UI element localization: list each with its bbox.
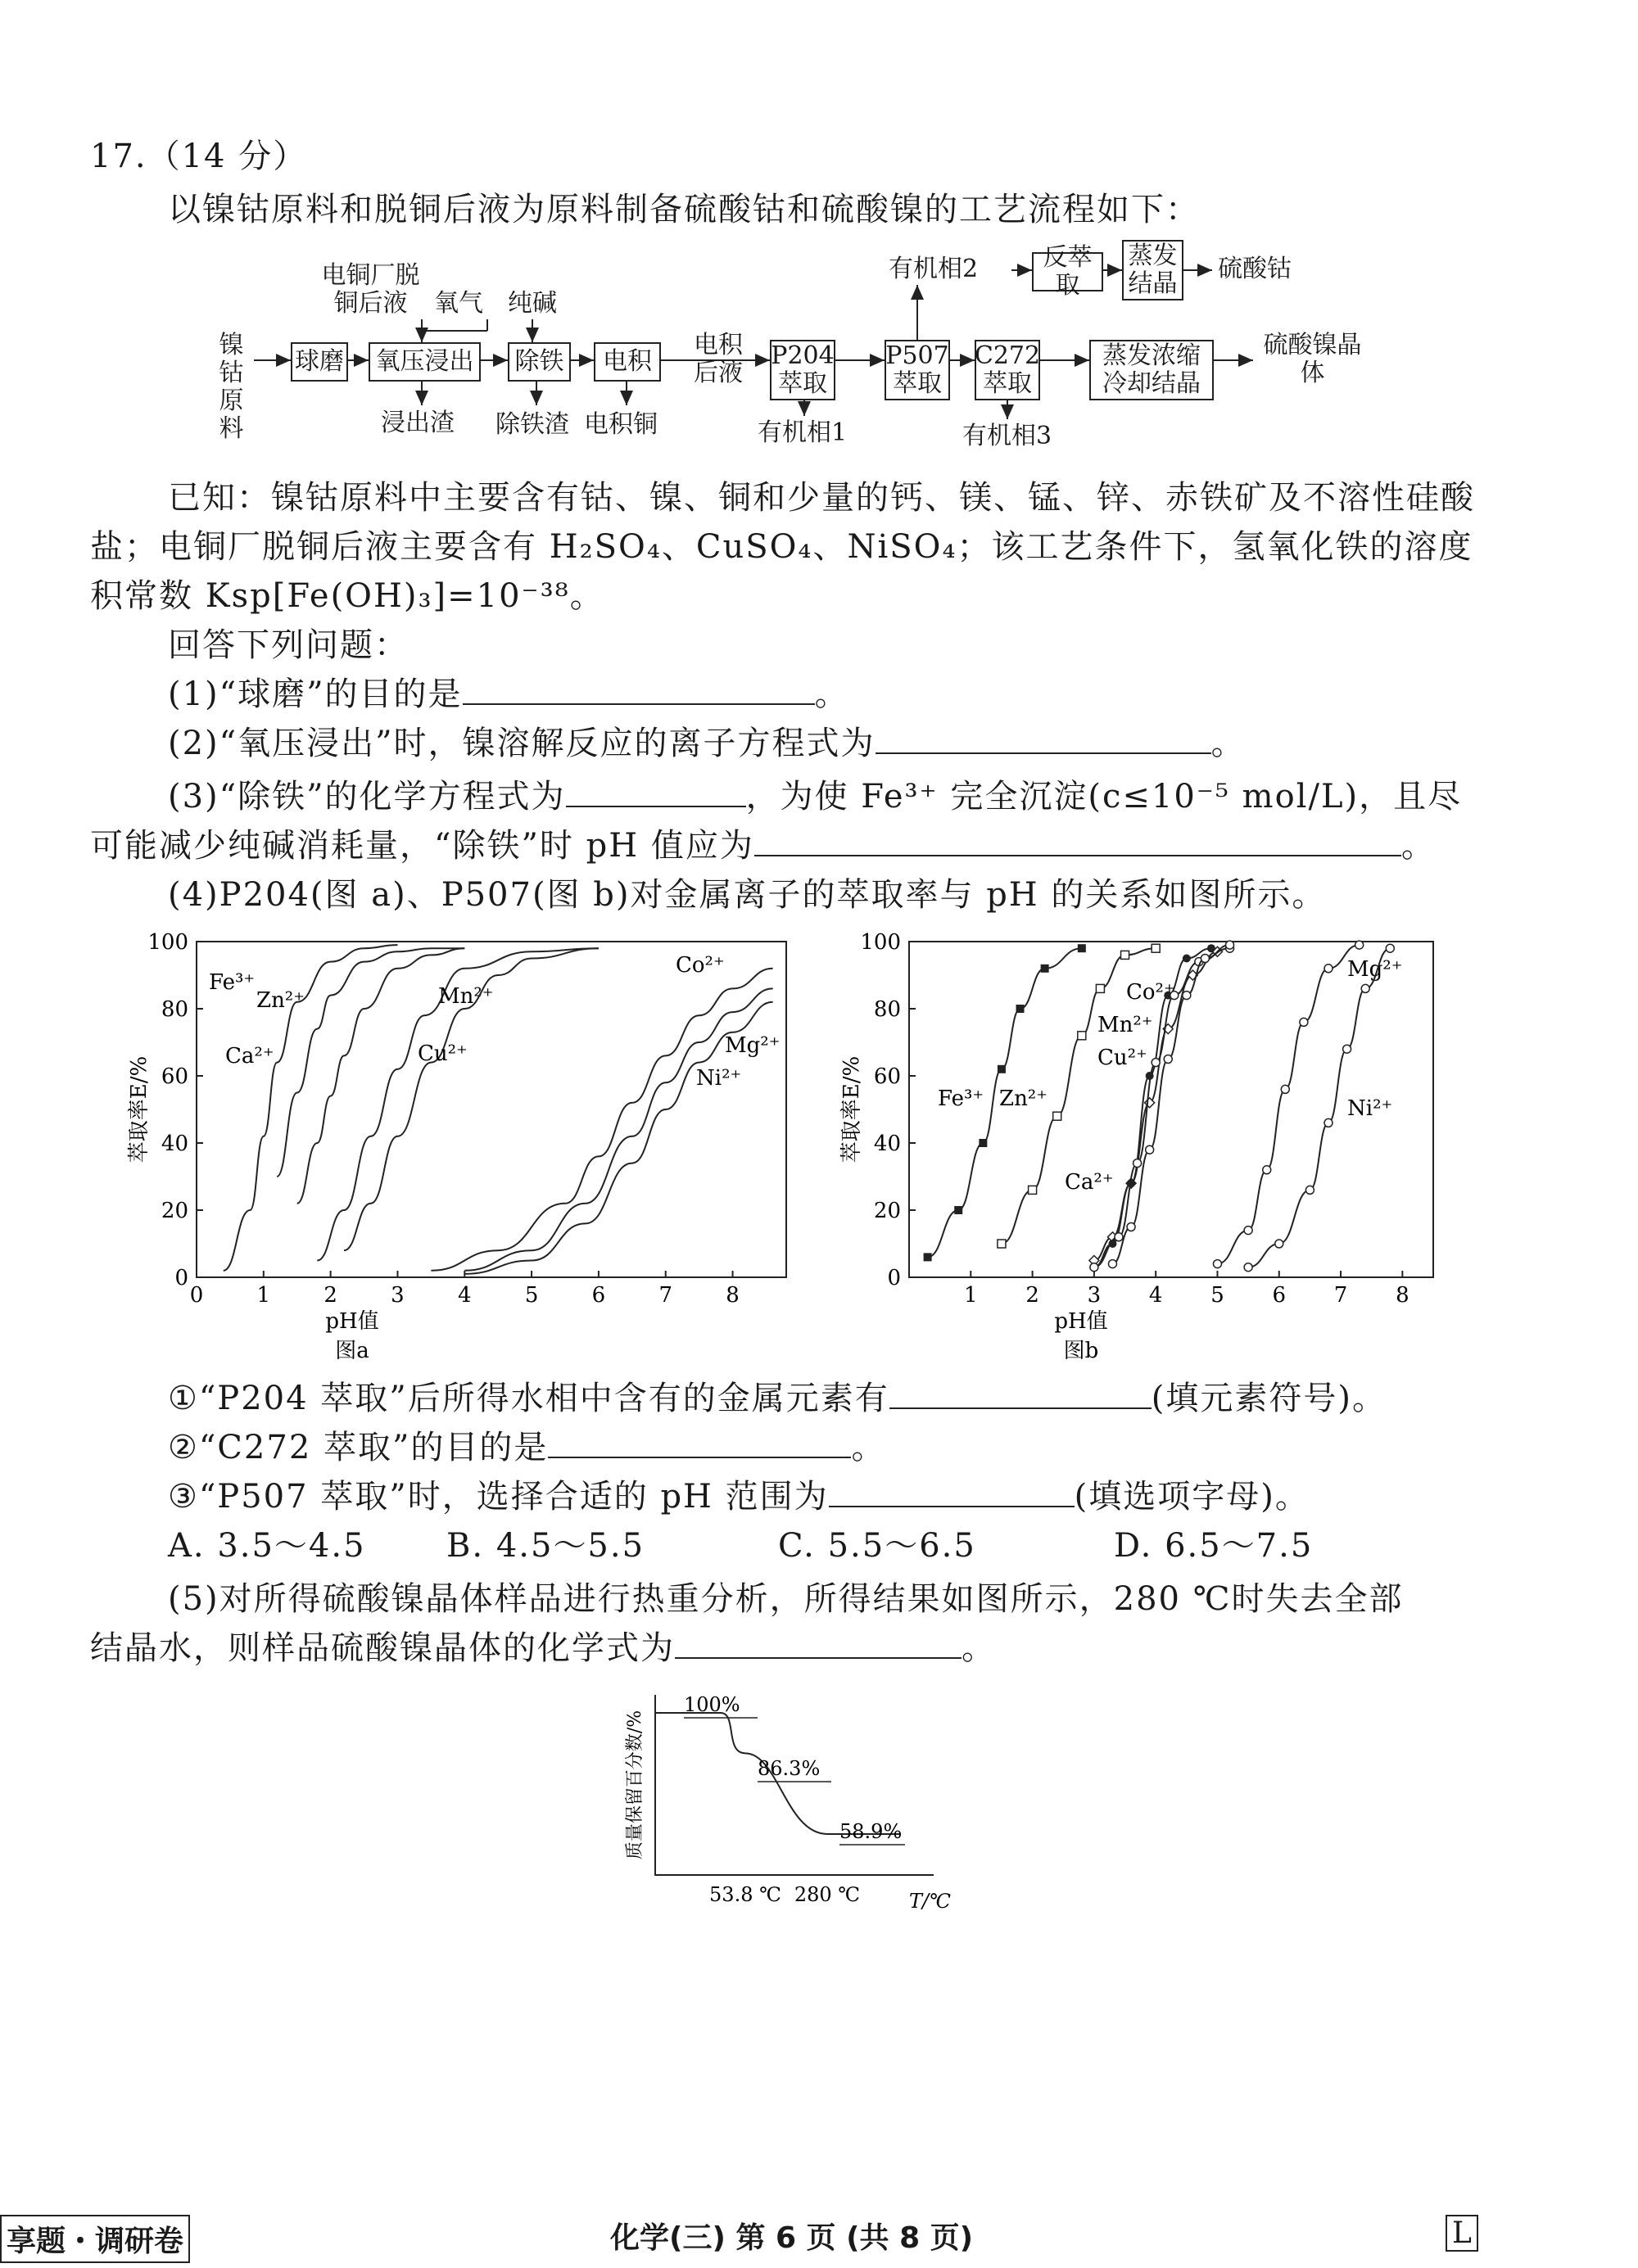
option-d[interactable]: D. 6.5～7.5 bbox=[1114, 1527, 1314, 1565]
axes bbox=[655, 1695, 934, 1875]
tga-x-label: T/℃ bbox=[909, 1890, 951, 1913]
x-tick-label: 2 bbox=[1025, 1283, 1039, 1308]
back-extract-box: 反萃取 bbox=[1032, 252, 1103, 291]
x-tick-label: 8 bbox=[1396, 1283, 1409, 1308]
evap-cool-box: 蒸发浓缩冷却结晶 bbox=[1089, 340, 1214, 400]
data-point bbox=[1115, 1233, 1123, 1241]
data-point bbox=[979, 1139, 987, 1147]
y-tick-label: 80 bbox=[161, 997, 188, 1022]
q4-sub3-blank[interactable] bbox=[829, 1476, 1075, 1507]
q2 bbox=[168, 721, 1246, 766]
series-label: Mg²⁺ bbox=[1347, 957, 1403, 982]
series-label: Mn²⁺ bbox=[438, 984, 494, 1009]
option-b[interactable]: B. 4.5～5.5 bbox=[446, 1527, 645, 1565]
data-point bbox=[1127, 1223, 1135, 1231]
data-point bbox=[1090, 1263, 1098, 1272]
x-tick-label: 3 bbox=[1087, 1283, 1102, 1308]
series-label: Ni²⁺ bbox=[696, 1066, 742, 1091]
q3-ph-blank[interactable] bbox=[754, 825, 1401, 856]
electro-copper-label: 电积铜 bbox=[584, 410, 658, 439]
x-tick-label: 7 bbox=[1333, 1283, 1348, 1308]
data-point bbox=[1300, 1018, 1308, 1026]
q4-sub1 bbox=[168, 1376, 1387, 1421]
data-point bbox=[1183, 955, 1191, 963]
data-point bbox=[1152, 1059, 1160, 1067]
series-label: Fe³⁺ bbox=[938, 1087, 984, 1111]
x-tick-label: 1 bbox=[256, 1283, 271, 1308]
data-point bbox=[1041, 965, 1049, 973]
known-line1: 已知：镍钴原料中主要含有钴、镍、铜和少量的钙、镁、锰、锌、赤铁矿及不溶性硅酸 bbox=[168, 479, 1475, 517]
chart-b bbox=[827, 925, 1474, 1384]
q4-sub3-text: ③“P507 萃取”时，选择合适的 pH 范围为 bbox=[168, 1478, 829, 1516]
data-point bbox=[1152, 944, 1160, 952]
q3-line1 bbox=[168, 774, 1462, 820]
series-label: Fe³⁺ bbox=[209, 970, 256, 995]
y-tick-label: 20 bbox=[161, 1199, 188, 1223]
data-point bbox=[1275, 1240, 1283, 1248]
data-point bbox=[1281, 1085, 1289, 1093]
data-point bbox=[1324, 965, 1333, 973]
chart-caption: 图a bbox=[335, 1339, 369, 1363]
data-point bbox=[1029, 1186, 1037, 1194]
footer-page: 化学(三) 第 6 页 (共 8 页) bbox=[610, 2221, 974, 2255]
data-point bbox=[1324, 1118, 1333, 1127]
known-line3: 积常数 Ksp[Fe(OH)₃]=10⁻³⁸。 bbox=[90, 577, 604, 615]
soda-input: 纯碱 bbox=[508, 289, 557, 318]
y-tick-label: 60 bbox=[873, 1064, 901, 1089]
ball-mill-box: 球磨 bbox=[291, 342, 348, 382]
series-label: Co²⁺ bbox=[676, 953, 725, 978]
q4-sub1-end: (填元素符号)。 bbox=[1151, 1380, 1387, 1417]
option-c[interactable]: C. 5.5～6.5 bbox=[778, 1527, 976, 1565]
q4-sub1-blank[interactable] bbox=[889, 1378, 1152, 1409]
question-intro: 以镍钴原料和脱铜后液为原料制备硫酸钴和硫酸镍的工艺流程如下： bbox=[168, 191, 1200, 228]
y-axis-label: 萃取率E/% bbox=[839, 1055, 864, 1163]
y-tick-label: 60 bbox=[161, 1064, 188, 1089]
data-point bbox=[998, 1240, 1006, 1248]
organic3-label: 有机相3 bbox=[962, 422, 1052, 450]
data-point bbox=[954, 1206, 962, 1214]
oxygen-input: 氧气 bbox=[434, 289, 483, 318]
q1 bbox=[168, 671, 849, 717]
q2-answer-blank[interactable] bbox=[876, 723, 1211, 754]
chart-caption: 图b bbox=[1063, 1339, 1099, 1363]
series-label: Mg²⁺ bbox=[725, 1033, 781, 1058]
data-point bbox=[1207, 944, 1215, 952]
x-tick-label: 5 bbox=[524, 1283, 539, 1308]
q5-formula-blank[interactable] bbox=[675, 1628, 962, 1659]
q5-line1: (5)对所得硫酸镍晶体样品进行热重分析，所得结果如图所示，280 ℃时失去全部 bbox=[168, 1580, 1404, 1618]
q3-text2: 可能减少纯碱消耗量，“除铁”时 pH 值应为 bbox=[90, 827, 754, 865]
data-point bbox=[1355, 941, 1364, 949]
tga-annotation-100: 100% bbox=[684, 1693, 740, 1716]
answer-intro: 回答下列问题： bbox=[168, 626, 409, 664]
evap-cryst-box: 蒸发结晶 bbox=[1122, 240, 1183, 300]
q4-sub3 bbox=[168, 1474, 1310, 1520]
data-point bbox=[1343, 1045, 1351, 1053]
x-tick-label: 1 bbox=[964, 1283, 978, 1308]
series-label: Zn²⁺ bbox=[256, 988, 305, 1013]
series-label: Zn²⁺ bbox=[999, 1087, 1048, 1111]
data-point bbox=[1053, 1112, 1061, 1120]
q4-sub2 bbox=[168, 1425, 885, 1471]
x-tick-label: 8 bbox=[726, 1283, 740, 1308]
iron-residue-label: 除铁渣 bbox=[495, 410, 569, 439]
series-curve bbox=[464, 988, 772, 1270]
known-line2: 盐；电铜厂脱铜后液主要含有 H₂SO₄、CuSO₄、NiSO₄；该工艺条件下，氢氧化铁的溶度 bbox=[90, 528, 1473, 566]
data-point bbox=[1078, 1032, 1086, 1040]
series-label: Cu²⁺ bbox=[418, 1041, 468, 1066]
y-tick-label: 20 bbox=[873, 1199, 901, 1223]
data-point bbox=[1146, 1145, 1154, 1154]
p204-box: P204萃取 bbox=[770, 340, 835, 400]
tga-annotation-863: 86.3% bbox=[758, 1757, 821, 1780]
y-axis-label: 萃取率E/% bbox=[127, 1055, 152, 1163]
tga-y-label: 质量保留百分数/% bbox=[625, 1710, 645, 1860]
data-point bbox=[1263, 1166, 1271, 1174]
q4-sub3-end: (填选项字母)。 bbox=[1074, 1478, 1310, 1516]
y-tick-label: 100 bbox=[147, 930, 188, 955]
q3-end: 。 bbox=[1400, 827, 1436, 865]
q3-equation-blank[interactable] bbox=[566, 776, 746, 807]
oxygen-leach-box: 氧压浸出 bbox=[369, 342, 481, 382]
q3-text: (3)“除铁”的化学方程式为 bbox=[168, 778, 566, 815]
data-point bbox=[1361, 984, 1369, 992]
q4-sub2-end: 。 bbox=[851, 1429, 886, 1466]
data-point bbox=[1305, 1186, 1314, 1194]
p507-box: P507萃取 bbox=[885, 340, 950, 400]
series-label: Mn²⁺ bbox=[1097, 1013, 1153, 1037]
tga-annotation-589: 58.9% bbox=[839, 1820, 903, 1843]
series-label: Ca²⁺ bbox=[1065, 1170, 1114, 1195]
x-tick-label: 2 bbox=[324, 1283, 337, 1308]
x-tick-label: 3 bbox=[391, 1283, 405, 1308]
data-point bbox=[1201, 955, 1209, 963]
tga-x-tick: 280 ℃ bbox=[794, 1883, 861, 1906]
question-number: 17.（14 分） bbox=[90, 138, 308, 175]
q2-end: 。 bbox=[1210, 725, 1246, 762]
y-tick-label: 0 bbox=[174, 1266, 188, 1290]
q4-sub2-text: ②“C272 萃取”的目的是 bbox=[168, 1429, 549, 1466]
x-tick-label: 0 bbox=[189, 1283, 204, 1308]
x-tick-label: 4 bbox=[457, 1283, 472, 1308]
data-point bbox=[1183, 992, 1191, 1000]
y-tick-label: 0 bbox=[887, 1266, 901, 1290]
process-flowchart bbox=[209, 237, 1405, 467]
x-tick-label: 5 bbox=[1210, 1283, 1224, 1308]
data-point bbox=[1096, 984, 1104, 992]
q4-text: (4)P204(图 a)、P507(图 b)对金属离子的萃取率与 pH 的关系如图所示。 bbox=[168, 876, 1327, 914]
leach-residue-label: 浸出渣 bbox=[381, 409, 455, 437]
data-point bbox=[1121, 951, 1129, 959]
footer-version: L bbox=[1446, 2215, 1478, 2252]
series-label: Cu²⁺ bbox=[1097, 1046, 1147, 1070]
option-a[interactable]: A. 3.5～4.5 bbox=[168, 1527, 366, 1565]
data-point bbox=[1133, 1159, 1142, 1168]
data-point bbox=[1164, 1055, 1172, 1064]
copper-liquor-input: 电铜厂脱铜后液 bbox=[321, 261, 420, 318]
cobalt-sulfate-label: 硫酸钴 bbox=[1218, 255, 1292, 283]
organic1-label: 有机相1 bbox=[758, 418, 848, 447]
y-tick-label: 40 bbox=[873, 1132, 901, 1156]
q1-answer-blank[interactable] bbox=[463, 674, 815, 705]
series-curve bbox=[431, 969, 772, 1271]
x-axis-label: pH值 bbox=[325, 1309, 379, 1334]
tga-chart bbox=[606, 1678, 975, 1924]
data-point bbox=[1108, 1260, 1116, 1268]
organic2-label: 有机相2 bbox=[889, 255, 979, 283]
q3-line2 bbox=[90, 823, 1436, 869]
x-tick-label: 7 bbox=[658, 1283, 673, 1308]
data-point bbox=[1386, 944, 1394, 952]
y-tick-label: 80 bbox=[873, 997, 901, 1022]
q4-sub1-text: ①“P204 萃取”后所得水相中含有的金属元素有 bbox=[168, 1380, 889, 1417]
data-point bbox=[1078, 944, 1086, 952]
data-point bbox=[1213, 1260, 1221, 1268]
data-point bbox=[998, 1065, 1006, 1073]
nickel-crystal-label: 硫酸镍晶体 bbox=[1263, 331, 1362, 387]
series-label: Ni²⁺ bbox=[1347, 1096, 1393, 1121]
iron-removal-box: 除铁 bbox=[508, 342, 571, 382]
y-tick-label: 40 bbox=[161, 1132, 188, 1156]
raw-material-label: 镍钴原料 bbox=[219, 331, 244, 443]
q1-text: (1)“球磨”的目的是 bbox=[168, 675, 463, 713]
after-electro-label: 电积后液 bbox=[694, 331, 743, 387]
series-label: Ca²⁺ bbox=[225, 1044, 274, 1068]
series-curve bbox=[1217, 945, 1359, 1264]
x-tick-label: 4 bbox=[1148, 1283, 1163, 1308]
q5-line2 bbox=[90, 1625, 996, 1671]
x-tick-label: 6 bbox=[591, 1283, 606, 1308]
x-tick-label: 6 bbox=[1272, 1283, 1287, 1308]
q5-text: 结晶水，则样品硫酸镍晶体的化学式为 bbox=[90, 1629, 675, 1667]
data-point bbox=[1244, 1263, 1252, 1272]
data-point bbox=[1244, 1227, 1252, 1235]
q3-mid: ，为使 Fe³⁺ 完全沉淀(c≤10⁻⁵ mol/L)，且尽 bbox=[745, 778, 1463, 815]
q2-text: (2)“氧压浸出”时，镍溶解反应的离子方程式为 bbox=[168, 725, 876, 762]
footer-brand: 享题・调研卷 bbox=[0, 2215, 190, 2263]
data-point bbox=[924, 1253, 932, 1261]
q4-sub2-blank[interactable] bbox=[548, 1427, 851, 1458]
q5-end: 。 bbox=[962, 1629, 996, 1667]
c272-box: C272萃取 bbox=[975, 340, 1040, 400]
electro-box: 电积 bbox=[594, 342, 661, 382]
chart-a bbox=[123, 925, 827, 1384]
y-tick-label: 100 bbox=[860, 930, 901, 955]
q1-end: 。 bbox=[814, 675, 849, 713]
data-point bbox=[1226, 941, 1234, 949]
x-axis-label: pH值 bbox=[1054, 1309, 1108, 1334]
data-point bbox=[1016, 1005, 1025, 1013]
tga-x-tick: 53.8 ℃ bbox=[709, 1883, 781, 1906]
series-label: Co²⁺ bbox=[1126, 980, 1175, 1005]
